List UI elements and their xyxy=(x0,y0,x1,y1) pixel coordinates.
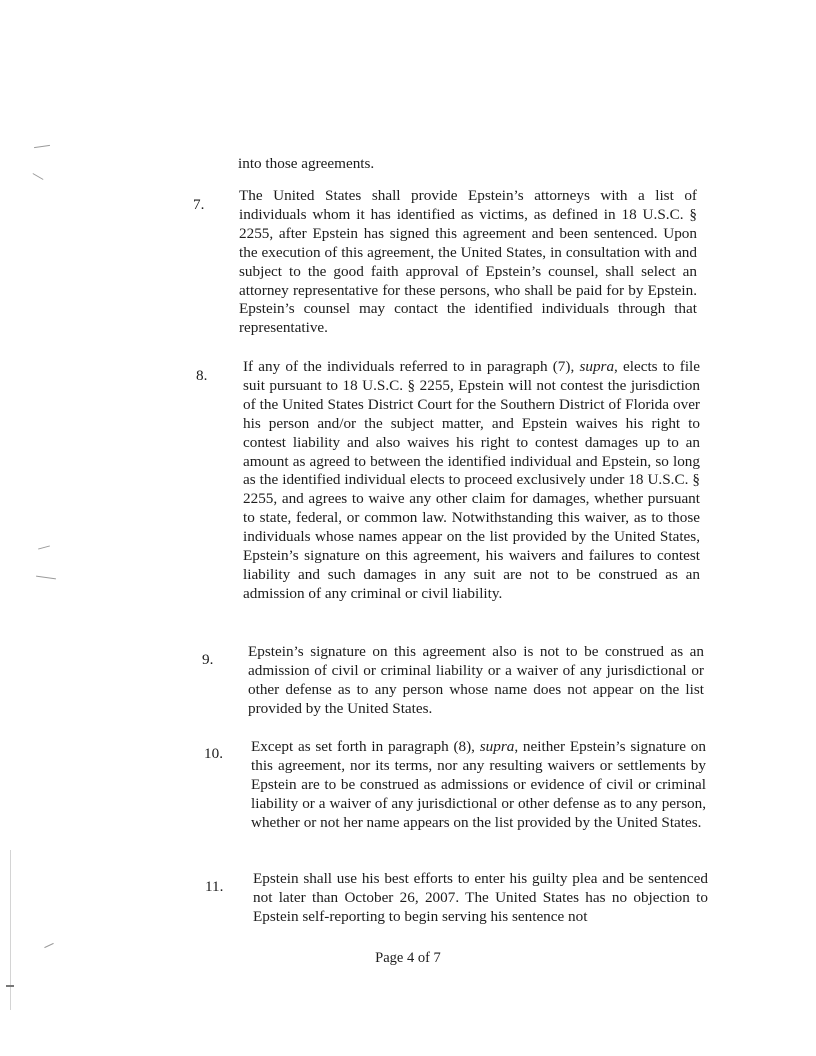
paragraph-number: 10. xyxy=(204,745,223,762)
continuation-text: into those agreements. xyxy=(238,155,375,172)
emphasis-supra: supra xyxy=(579,358,615,375)
scan-artifact xyxy=(38,545,50,549)
page-footer: Page 4 of 7 xyxy=(375,950,441,966)
paragraph-number: 8. xyxy=(196,367,208,384)
scan-artifact xyxy=(6,985,14,987)
emphasis-supra: supra xyxy=(479,738,515,755)
scan-artifact xyxy=(36,576,56,580)
paragraph-7: The United States shall provide Epstein’s attorneys with a list of individuals whom it has identified as victims, as defined in 18 U.S.C. § 2255, after Epstein has signed this agreement and been sentenced. Upon the execution of this agreement, the United States, in consultation with and subject to the good faith approval of Epstein’s counsel, shall select an attorney representative for these persons, who shall be paid for by Epstein. Epstein’s counsel may contact the identified individuals through that representative. xyxy=(239,187,697,337)
scan-artifact xyxy=(33,173,44,180)
paragraph-number: 11. xyxy=(205,878,224,895)
paragraph-11: Epstein shall use his best efforts to enter his guilty plea and be sentenced not later than October 26, 2007. The United States has no objection to Epstein self-reporting to begin serving his sentence not xyxy=(253,870,708,925)
paragraph-10: Except as set forth in paragraph (8), supra, neither Epstein’s signature on this agreement, nor its terms, nor any resulting waivers or settlements by Epstein are to be construed as admissions or evidence of civil or criminal liability or a waiver of any jurisdictional or other defense as to any person, whether or not her name appears on the list provided by the United States. xyxy=(251,738,706,831)
scan-artifact xyxy=(44,943,53,948)
paragraph-9: Epstein’s signature on this agreement also is not to be construed as an admission of civil or criminal liability or a waiver of any jurisdictional or other defense as to any person whose name does not appear on the list provided by the United States. xyxy=(248,643,704,717)
paragraph-number: 9. xyxy=(202,651,214,668)
paragraph-number: 7. xyxy=(193,196,205,213)
scan-artifact xyxy=(34,145,50,148)
paragraph-8: If any of the individuals referred to in paragraph (7), supra, elects to file suit pursuant to 18 U.S.C. § 2255, Epstein will not contest the jurisdiction of the United States District Court for the Southern District of Florida over his person and/or the subject matter, and Epstein waives his right to contest liability and also waives his right to contest damages up to an amount as agreed to between the identified individual and Epstein, so long as the identified individual elects to proceed exclusively under 18 U.S.C. § 2255, and agrees to waive any other claim for damages, whether pursuant to state, federal, or common law. Notwithstanding this waiver, as to those individuals whose names appear on the list provided by the United States, Epstein’s signature on this agreement, his waivers and failures to contest liability and such damages in any suit are not to be construed as an admission of any criminal or civil liability. xyxy=(243,358,701,602)
